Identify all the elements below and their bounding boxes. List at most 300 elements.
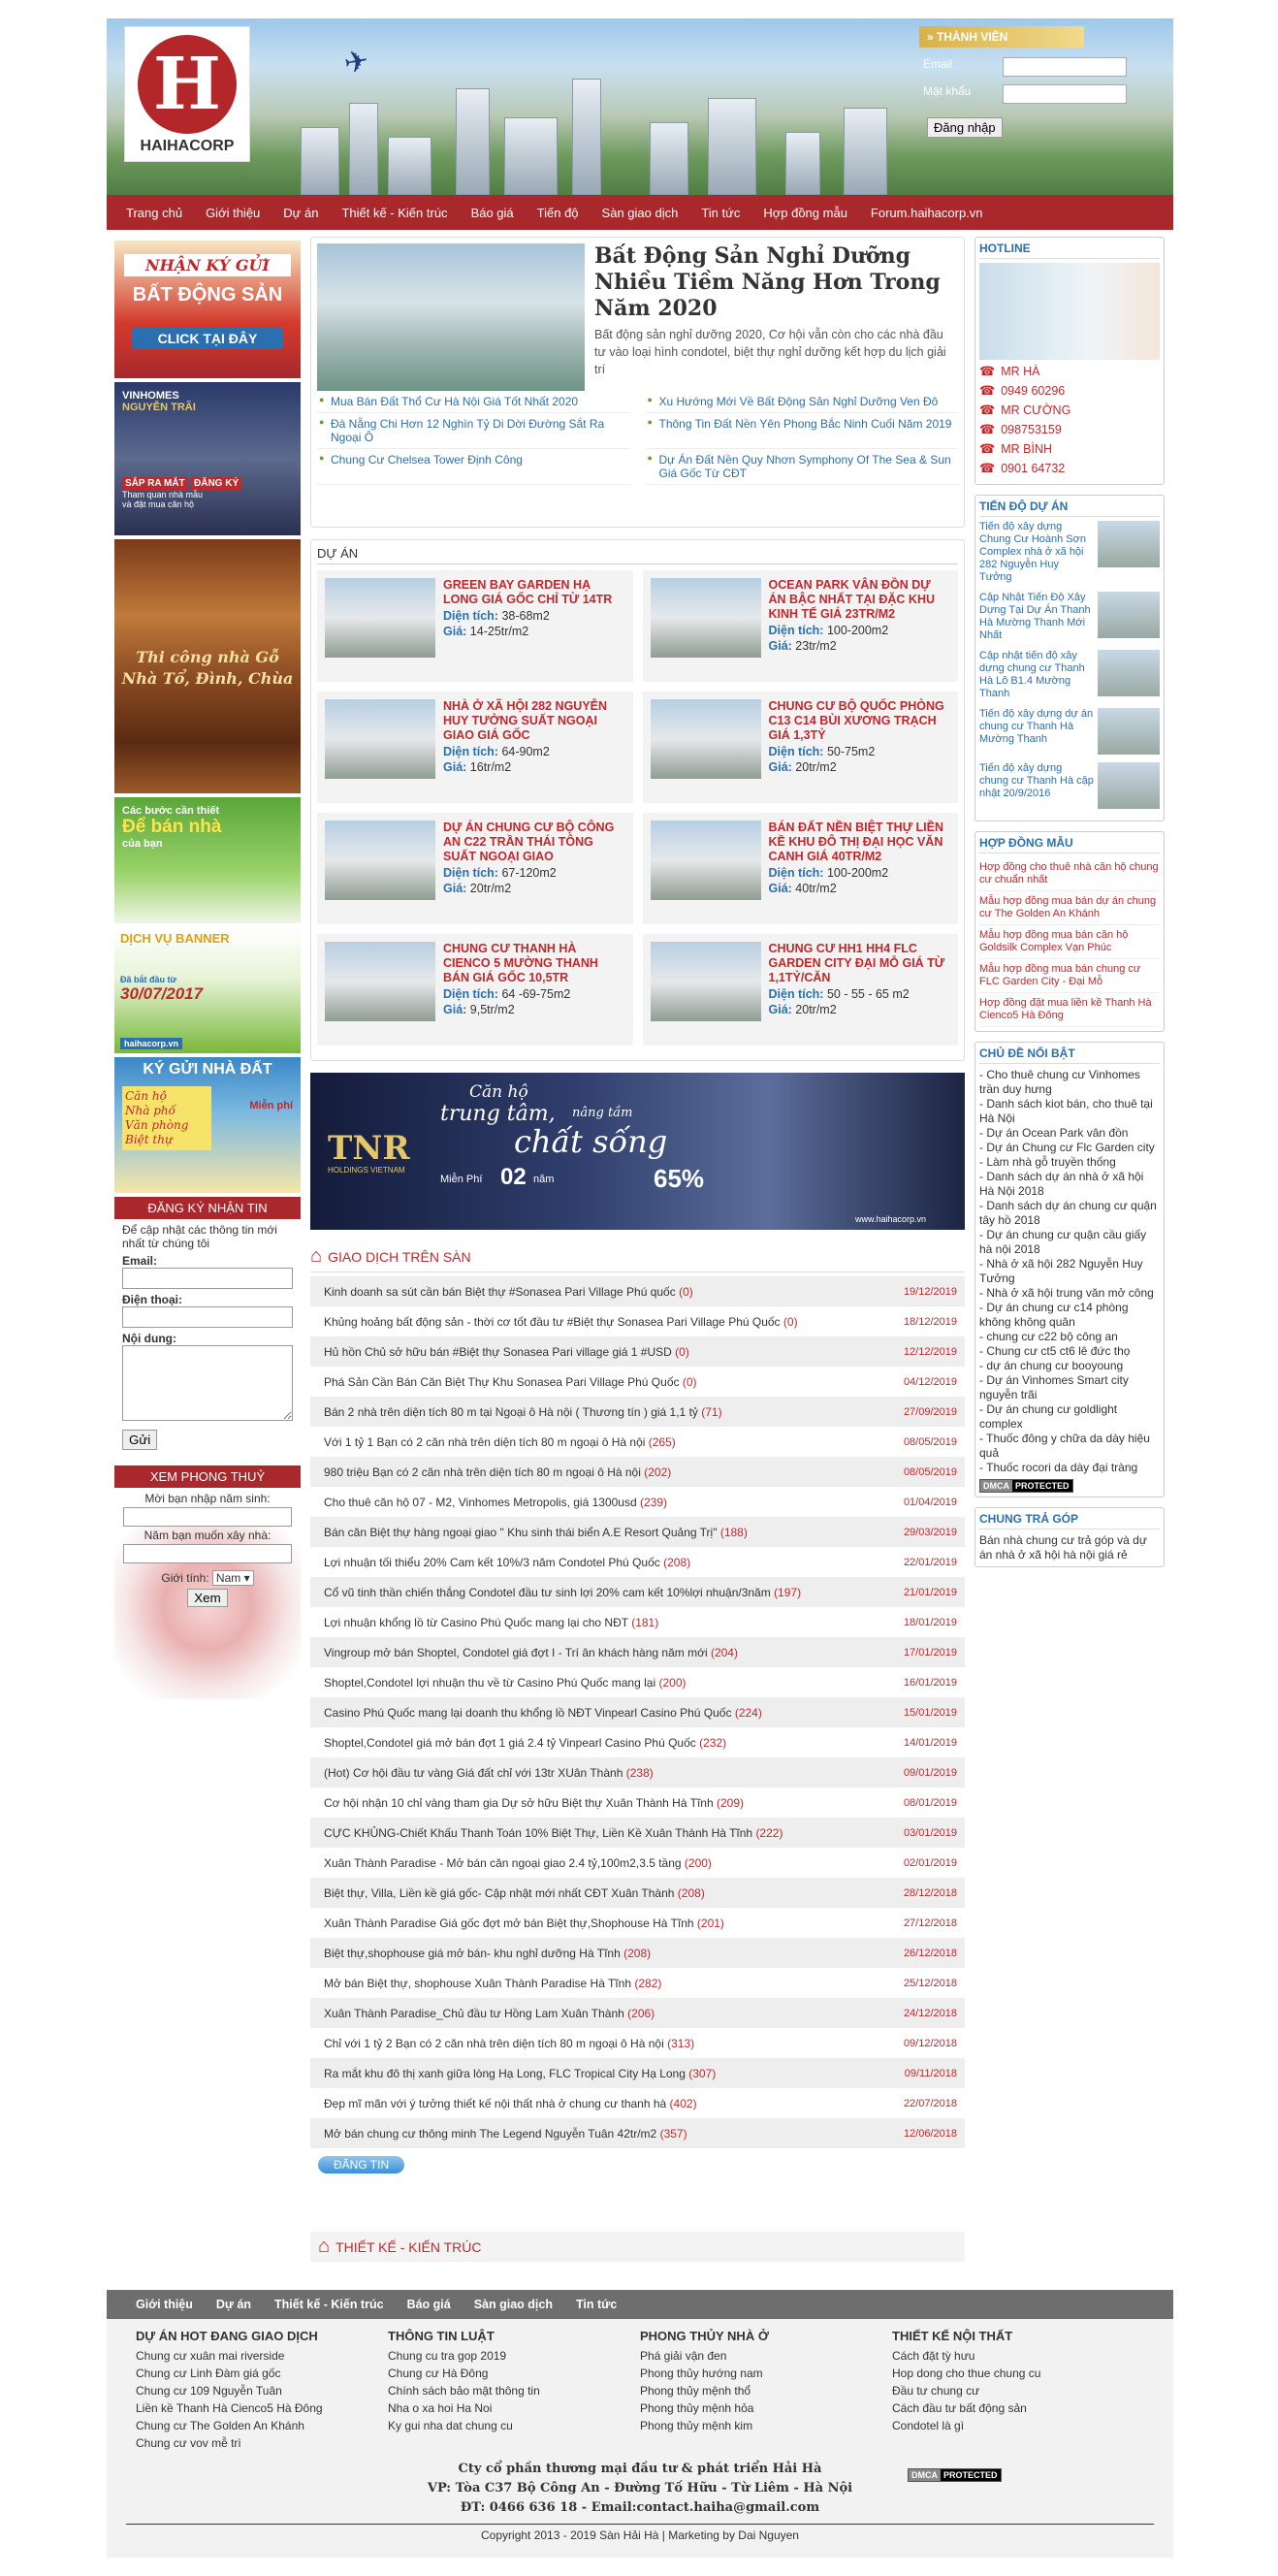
progress-text[interactable]: Tiến độ xây dựng chung cư Thanh Hà cập nhật 20/9/2016 <box>979 762 1094 799</box>
transaction-text <box>324 2127 687 2141</box>
table-row[interactable] <box>310 2028 965 2058</box>
transaction-date: 03/01/2019 <box>903 1826 957 1839</box>
transaction-date: 08/01/2019 <box>903 1796 957 1809</box>
contract-link[interactable]: Mẫu hợp đồng mua bán chung cư FLC Garden City - Đại Mỗ <box>979 959 1160 993</box>
transaction-date: 27/12/2018 <box>903 1916 957 1929</box>
featured-image[interactable] <box>317 243 585 391</box>
hot-topic-link[interactable]: - Danh sách kiot bán, cho thuê tại Hà Nội <box>979 1097 1153 1125</box>
project-price <box>769 882 951 895</box>
project-image[interactable] <box>325 942 435 1021</box>
footer-link[interactable]: Chung cu tra gop 2019 <box>388 2349 507 2363</box>
area-value: 100-200m2 <box>826 866 889 880</box>
view-count: (357) <box>659 2126 687 2141</box>
table-row[interactable] <box>310 1818 965 1848</box>
phone-icon: ☎ <box>979 422 996 436</box>
progress-item[interactable] <box>979 762 1160 809</box>
transaction-title[interactable]: Cổ vũ tinh thần chiến thắng Condotel đầu tư sinh lợi 20% cam kết 10%lợi nhuận/3năm <box>324 1585 771 1599</box>
table-row[interactable] <box>310 1276 965 1306</box>
transaction-date: 14/01/2019 <box>903 1736 957 1749</box>
project-area <box>443 866 625 880</box>
project-card[interactable] <box>317 934 633 1046</box>
table-row[interactable] <box>310 2088 965 2118</box>
project-card[interactable] <box>317 570 633 682</box>
main-nav <box>107 195 1173 230</box>
footer-link[interactable]: Đầu tư chung cư <box>892 2384 980 2398</box>
progress-item[interactable] <box>979 521 1160 584</box>
featured-link[interactable]: ● Xu Hướng Mới Về Bất Động Sản Nghỉ Dưỡng Ven Đô <box>646 391 959 413</box>
wooden-line2: Nhà Tổ, Đình, Chùa <box>121 669 294 688</box>
transaction-date: 26/12/2018 <box>903 1947 957 1959</box>
table-row[interactable] <box>310 1727 965 1757</box>
project-title[interactable]: CHUNG CƯ HH1 HH4 FLC GARDEN CITY ĐẠI MỖ GIÁ TỪ 1,1TỶ/CĂN <box>768 942 945 984</box>
sell-house-banner[interactable] <box>114 797 301 923</box>
table-row[interactable] <box>310 1397 965 1427</box>
logo-text: HAIHACORP <box>140 138 235 154</box>
footer-nav-exchange[interactable]: Sàn giao dịch <box>473 2298 553 2311</box>
footer-link[interactable]: Chính sách bảo mật thông tin <box>388 2384 540 2398</box>
banner-service-ad[interactable] <box>114 927 301 1053</box>
hotline-image <box>979 263 1160 360</box>
table-row[interactable] <box>310 1487 965 1517</box>
contract-link[interactable]: Mẫu hợp đồng mua bán dự án chung cư The Golden An Khánh <box>979 891 1160 925</box>
project-info <box>769 942 951 1038</box>
footer-link[interactable]: Phong thủy mệnh kim <box>640 2419 753 2432</box>
transaction-title[interactable]: Ra mắt khu đô thị xanh giữa lòng Hạ Long, FLC Tropical City Hạ Long <box>324 2066 686 2080</box>
post-listing-button[interactable]: ĐĂNG TIN <box>318 2156 404 2174</box>
project-card[interactable] <box>317 692 633 803</box>
chevron-down-icon: ▾ <box>243 1571 250 1585</box>
building-graphic <box>349 103 378 195</box>
footer-nav-about[interactable]: Giới thiệu <box>136 2298 193 2311</box>
footer-link[interactable]: Chung cư xuân mai riverside <box>136 2349 285 2363</box>
project-title[interactable]: NHÀ Ở XÃ HỘI 282 NGUYỄN HUY TƯỞNG SUẤT NGOẠI GIAO GIÁ GỐC <box>443 699 608 742</box>
table-row[interactable] <box>310 1998 965 2028</box>
hotline-item <box>979 402 1160 418</box>
transaction-title[interactable]: Đẹp mĩ mãn với ý tưởng thiết kế nội thất nhà ở chung cư thanh hà <box>324 2096 667 2110</box>
transaction-title[interactable]: Bán căn Biệt thự hàng ngoại giao " Khu sinh thái biển A.E Resort Quảng Trị" <box>324 1525 718 1539</box>
nav-exchange[interactable]: Sàn giao dịch <box>601 205 679 220</box>
company-name: Cty cổ phần thương mại đầu tư & phát triển Hải Hà <box>458 2462 822 2476</box>
vinhomes-line3: SẮP RA MẮT <box>122 477 188 490</box>
footer-nav <box>107 2290 1173 2319</box>
footer-link[interactable]: Chung cư The Golden An Khánh <box>136 2419 304 2432</box>
progress-thumb[interactable] <box>1098 521 1160 567</box>
login-password-input[interactable] <box>1003 84 1127 104</box>
nav-home[interactable]: Trang chủ <box>126 205 183 220</box>
progress-list <box>979 521 1160 809</box>
footer-nav-design[interactable]: Thiết kế - Kiến trúc <box>274 2298 384 2311</box>
service-line2: Đã bắt đầu từ <box>120 975 177 984</box>
view-count: (188) <box>719 1525 748 1539</box>
vinhomes-banner[interactable] <box>114 382 301 535</box>
nav-forum[interactable]: Forum.haihacorp.vn <box>870 205 983 220</box>
footer-column <box>640 2329 892 2452</box>
footer <box>107 2290 1173 2558</box>
progress-text[interactable]: Tiến độ xây dựng dự án chung cư Thanh Hà Mường Thanh <box>979 708 1094 745</box>
transaction-text <box>324 1676 686 1690</box>
table-row[interactable] <box>310 1908 965 1938</box>
table-row[interactable] <box>310 2058 965 2088</box>
transaction-date: 04/12/2019 <box>903 1375 957 1388</box>
transaction-title[interactable]: CỰC KHỦNG-Chiết Khấu Thanh Toán 10% Biệt Thự, Liền Kề Xuân Thành Hà Tĩnh <box>324 1825 753 1840</box>
footer-column-title: DỰ ÁN HOT ĐANG GIAO DỊCH <box>136 2329 318 2343</box>
footer-link[interactable]: Chung cư Linh Đàm giá gốc <box>136 2367 281 2380</box>
footer-link[interactable]: Phong thủy hướng nam <box>640 2367 763 2380</box>
hot-topic-link[interactable]: - Danh sách dự án chung cư quận tây hồ 2018 <box>979 1199 1157 1227</box>
progress-text[interactable]: Cập Nhật Tiến Độ Xây Dựng Tại Dự Án Thanh Hà Mường Thanh Mới Nhất <box>979 592 1091 641</box>
view-count: (238) <box>625 1765 654 1780</box>
build-year-label: Năm bạn muốn xây nhà: <box>144 1529 272 1542</box>
transaction-title[interactable]: Vingroup mở bán Shoptel, Condotel giá đợt I - Trí ân khách hàng năm mới <box>324 1645 708 1659</box>
project-image[interactable] <box>651 578 761 658</box>
hot-topic-link[interactable]: - dự án chung cư booyoung <box>979 1359 1124 1372</box>
project-info <box>443 942 625 1038</box>
ad-brand: TNR <box>328 1129 410 1168</box>
transaction-title[interactable]: 980 triệu Bạn có 2 căn nhà trên diện tích 80 m ngoại ô Hà nội <box>324 1465 641 1479</box>
table-row[interactable] <box>310 1637 965 1667</box>
register-send-button[interactable]: Gửi <box>122 1430 157 1450</box>
birth-year-label: Mời bạn nhập năm sinh: <box>144 1492 271 1505</box>
contract-link[interactable]: Hợp đồng cho thuê nhà căn hộ chung cư chuẩn nhất <box>979 857 1160 891</box>
project-title[interactable]: DỰ ÁN CHUNG CƯ BỘ CÔNG AN C22 TRẦN THÁI TÔNG SUẤT NGOẠI GIAO <box>443 821 615 863</box>
transaction-title[interactable]: Xuân Thành Paradise - Mở bán căn ngoại giao 2.4 tỷ,100m2,3.5 tầng <box>324 1855 682 1870</box>
consign-banner[interactable] <box>114 241 301 378</box>
consign-banner-line2: BẤT ĐỘNG SẢN <box>132 284 283 306</box>
project-price <box>443 625 625 638</box>
nav-design[interactable]: Thiết kế - Kiến trúc <box>341 205 448 220</box>
progress-item[interactable] <box>979 592 1160 642</box>
register-content-input[interactable] <box>122 1345 293 1421</box>
tnr-ad-banner[interactable] <box>310 1073 965 1230</box>
right-sidebar <box>974 237 1165 1577</box>
hotline-text: MR BÌNH <box>1001 442 1052 456</box>
footer-link[interactable]: Ky gui nha dat chung cu <box>388 2419 513 2432</box>
table-row[interactable] <box>310 1427 965 1457</box>
hot-topic-link[interactable]: - Dự án chung cư c14 phòng không không quân <box>979 1301 1129 1329</box>
featured-title[interactable]: Bất Động Sản Nghỉ Dưỡng Nhiều Tiềm Năng Hơn Trong Năm 2020 <box>594 243 941 321</box>
project-title[interactable]: GREEN BAY GARDEN HẠ LONG GIÁ GỐC CHỈ TỪ 14TR <box>443 578 613 606</box>
project-info <box>769 699 951 795</box>
wooden-line1: Thi công nhà Gỗ <box>136 648 279 666</box>
nav-projects[interactable]: Dự án <box>283 205 319 220</box>
company-contact: ĐT: 0466 636 18 - Email:contact.haiha@gmail.com <box>460 2500 820 2515</box>
hot-topics-title: CHỦ ĐỀ NỔI BẬT <box>979 1046 1160 1064</box>
project-card[interactable] <box>643 692 959 803</box>
table-row[interactable] <box>310 1757 965 1787</box>
transaction-title[interactable]: Lợi nhuận khổng lồ từ Casino Phú Quốc mang lại cho NĐT <box>324 1615 628 1629</box>
build-year-input[interactable] <box>123 1544 292 1563</box>
vinhomes-line2: NGUYỄN TRÃI <box>122 402 196 413</box>
transaction-text <box>324 1586 801 1599</box>
table-row[interactable] <box>310 1848 965 1878</box>
featured-link[interactable]: ● Dự Án Đất Nền Quy Nhơn Symphony Of The Sea & Sun Giá Gốc Từ CĐT <box>646 449 959 485</box>
project-title[interactable]: CHUNG CƯ BỘ QUỐC PHÒNG C13 C14 BÙI XƯƠNG TRẠCH GIÁ 1,3TỶ <box>768 699 944 742</box>
progress-thumb[interactable] <box>1098 762 1160 809</box>
view-count: (0) <box>675 1344 689 1359</box>
service-date: 30/07/2017 <box>120 984 204 1003</box>
view-count: (0) <box>679 1284 693 1299</box>
installment-text[interactable]: Bán nhà chung cư trả góp và dự án nhà ở xã hội hà nội giá rẻ <box>979 1533 1147 1562</box>
transaction-title[interactable]: Biệt thự, Villa, Liền kề giá gốc- Cập nhật mới nhất CĐT Xuân Thành <box>324 1885 675 1900</box>
transaction-date: 08/05/2019 <box>903 1435 957 1448</box>
progress-item[interactable] <box>979 650 1160 700</box>
transaction-title[interactable]: Mở bán chung cư thông minh The Legend Nguyễn Tuân 42tr/m2 <box>324 2126 657 2141</box>
gender-select-value: Nam <box>215 1571 241 1585</box>
phone-icon: ☎ <box>979 402 996 417</box>
featured-link[interactable]: ● Chung Cư Chelsea Tower Định Công <box>317 449 630 485</box>
hot-topic-link[interactable]: - Dự án chung cư goldlight complex <box>979 1402 1118 1431</box>
footer-link[interactable]: Nha o xa hoi Ha Noi <box>388 2401 493 2415</box>
view-count: (402) <box>669 2096 697 2110</box>
project-image[interactable] <box>325 821 435 900</box>
transaction-title[interactable]: Hủ hồn Chủ sở hữu bán #Biệt thự Sonasea Pari village giá 1 #USD <box>324 1344 672 1359</box>
hot-topic-link[interactable]: - Thuốc đông y chữa da dày hiệu quả <box>979 1432 1150 1460</box>
view-count: (206) <box>627 2006 655 2020</box>
project-title[interactable]: BÁN ĐẤT NỀN BIỆT THỰ LIỀN KỀ KHU ĐÔ THỊ ĐẠI HỌC VĂN CANH GIÁ 40TR/M2 <box>768 821 944 863</box>
transaction-text <box>324 1736 726 1750</box>
price-value: 16tr/m2 <box>469 760 512 774</box>
register-news-title: ĐĂNG KÝ NHẬN TIN <box>114 1197 301 1219</box>
register-email-input[interactable] <box>122 1268 293 1289</box>
table-row[interactable] <box>310 1787 965 1818</box>
hot-topic-link[interactable]: - Danh sách dự án nhà ở xã hội Hà Nội 2018 <box>979 1170 1144 1198</box>
footer-column-title: THIẾT KẾ NỘI THẤT <box>892 2329 1013 2343</box>
footer-nav-projects[interactable]: Dự án <box>215 2298 252 2311</box>
register-form <box>114 1223 301 1450</box>
vinhomes-desc: Tham quan nhà mẫu và đặt mua căn hộ <box>122 490 204 509</box>
transaction-date: 18/01/2019 <box>903 1616 957 1628</box>
hot-topic-link[interactable]: - Dự án Vinhomes Smart city nguyễn trãi <box>979 1373 1129 1401</box>
transaction-date: 17/01/2019 <box>903 1646 957 1658</box>
ad-percent: 65% <box>654 1164 705 1193</box>
project-price <box>443 1003 625 1016</box>
wooden-house-banner[interactable] <box>114 539 301 793</box>
footer-link[interactable]: Liền kề Thanh Hà Cienco5 Hà Đông <box>136 2401 323 2415</box>
ad-years: 02 <box>500 1164 527 1190</box>
project-card[interactable] <box>317 813 633 924</box>
transaction-title[interactable]: Mở bán Biệt thự, shophouse Xuân Thành Paradise Hà Tĩnh <box>324 1976 631 1990</box>
view-count: (224) <box>734 1705 762 1720</box>
progress-text[interactable]: Cập nhật tiến độ xây dựng chung cư Thanh Hà Lô B1.4 Mường Thanh <box>979 650 1085 699</box>
transaction-title[interactable]: Shoptel,Condotel giá mở bán đợt 1 giá 2.4 tỷ Vinpearl Casino Phú Quốc <box>324 1735 696 1750</box>
table-row[interactable] <box>310 1697 965 1727</box>
hot-topic-link[interactable]: - Dự án Chung cư Flc Garden city <box>979 1141 1155 1154</box>
transaction-title[interactable]: Xuân Thành Paradise Giá gốc đợt mở bán Biệt thự,Shophouse Hà Tĩnh <box>324 1916 694 1930</box>
project-price <box>769 1003 951 1016</box>
hot-topic-link[interactable]: - chung cư c22 bộ công an <box>979 1330 1118 1343</box>
featured-link[interactable]: ● Mua Bán Đất Thổ Cư Hà Nội Giá Tốt Nhất 2020 <box>317 391 630 413</box>
progress-thumb[interactable] <box>1098 592 1160 638</box>
transaction-date: 21/01/2019 <box>903 1586 957 1598</box>
page-wrapper <box>107 18 1173 230</box>
hotline-item <box>979 422 1160 437</box>
price-value: 20tr/m2 <box>469 882 512 895</box>
register-phone-input[interactable] <box>122 1306 293 1328</box>
member-title: » THÀNH VIÊN <box>919 26 1084 48</box>
table-row[interactable] <box>310 1667 965 1697</box>
nav-news[interactable]: Tin tức <box>701 205 741 220</box>
project-image[interactable] <box>651 942 761 1021</box>
transaction-title[interactable]: Cho thuê căn hộ 07 - M2, Vinhomes Metropolis, giá 1300usd <box>324 1495 637 1509</box>
transaction-text <box>324 2067 716 2080</box>
table-row[interactable] <box>310 1457 965 1487</box>
hot-topic-link[interactable]: - Nhà ở xã hội 282 Nguyễn Huy Tưởng <box>979 1257 1143 1285</box>
login-email-input[interactable] <box>1003 57 1127 77</box>
project-area <box>769 987 951 1001</box>
featured-link[interactable]: ● Thông Tin Đất Nền Yên Phong Bắc Ninh Cuối Năm 2019 <box>646 413 959 449</box>
table-row[interactable] <box>310 1367 965 1397</box>
hotline-text: 0949 60296 <box>1001 384 1066 398</box>
building-graphic <box>504 117 558 195</box>
footer-link[interactable]: Condotel là gì <box>892 2419 965 2432</box>
project-image[interactable] <box>325 699 435 779</box>
building-graphic <box>785 132 820 195</box>
table-row[interactable] <box>310 1517 965 1547</box>
table-row[interactable] <box>310 1878 965 1908</box>
transaction-title[interactable]: Lợi nhuận tối thiểu 20% Cam kết 10%/3 năm Condotel Phú Quốc <box>324 1555 660 1569</box>
contract-link[interactable]: Hợp đồng đặt mua liền kề Thanh Hà Cienco5 Hà Đông <box>979 993 1160 1027</box>
transaction-title[interactable]: Biệt thự,shophouse giá mở bán- khu nghỉ dưỡng Hà Tĩnh <box>324 1946 621 1960</box>
area-label: Diện tích: <box>443 609 498 623</box>
featured-article <box>310 237 965 528</box>
transaction-title[interactable]: Casino Phú Quốc mang lại doanh thu khổng lồ NĐT Vinpearl Casino Phú Quốc <box>324 1705 732 1720</box>
progress-text[interactable]: Tiến độ xây dựng Chung Cư Hoành Sơn Complex nhà ở xã hội 282 Nguyễn Huy Tưởng <box>979 521 1086 583</box>
fengshui-view-button[interactable]: Xem <box>187 1589 227 1607</box>
nav-contracts[interactable]: Hợp đồng mẫu <box>763 205 847 220</box>
hotline-title: HOTLINE <box>979 242 1160 259</box>
progress-item[interactable] <box>979 708 1160 755</box>
footer-link[interactable]: Chung cư Hà Đông <box>388 2367 489 2380</box>
transaction-title[interactable]: Chỉ với 1 tỷ 2 Bạn có 2 căn nhà trên diện tích 80 m ngoại ô Hà nội <box>324 2036 664 2050</box>
transaction-date: 09/01/2019 <box>903 1766 957 1779</box>
hot-topic-link[interactable]: - Làm nhà gỗ truyền thống <box>979 1155 1116 1169</box>
footer-link[interactable]: Chung cư 109 Nguyễn Tuân <box>136 2384 282 2398</box>
table-row[interactable] <box>310 1306 965 1336</box>
nav-about[interactable]: Giới thiệu <box>206 205 261 220</box>
progress-title: TIẾN ĐỘ DỰ ÁN <box>979 499 1160 517</box>
consign-banner-cta: CLICK TẠI ĐÂY <box>132 328 283 349</box>
footer-link[interactable]: Phong thủy mệnh hỏa <box>640 2401 754 2415</box>
progress-thumb[interactable] <box>1098 708 1160 755</box>
project-title[interactable]: OCEAN PARK VÂN ĐỒN DỰ ÁN BẬC NHẤT TẠI ĐẶC KHU KINH TẾ GIÁ 23TR/M2 <box>768 578 936 621</box>
view-count: (222) <box>755 1825 783 1840</box>
transaction-title[interactable]: Shoptel,Condotel lợi nhuận thu về từ Casino Phú Quốc mang lại <box>324 1675 656 1690</box>
phone-icon: ☎ <box>979 441 996 456</box>
featured-link[interactable]: ● Đà Nẵng Chi Hơn 12 Nghìn Tỷ Di Dời Đường Sắt Ra Ngoại Ô <box>317 413 630 449</box>
table-row[interactable] <box>310 1607 965 1637</box>
footer-link[interactable]: Cách đầu tư bất động sản <box>892 2401 1027 2415</box>
building-graphic <box>456 88 490 195</box>
view-count: (307) <box>688 2066 717 2080</box>
login-button[interactable]: Đăng nhập <box>927 117 1003 138</box>
transaction-text <box>324 1646 738 1659</box>
footer-link[interactable]: Chung cư vov mễ trì <box>136 2436 241 2450</box>
gender-select[interactable] <box>212 1570 254 1586</box>
sell-line2: Để bán nhà <box>122 817 222 837</box>
contract-link[interactable]: Mẫu hợp đồng mua bán căn hộ Goldsilk Complex Vạn Phúc <box>979 925 1160 959</box>
transaction-date: 16/01/2019 <box>903 1676 957 1689</box>
footer-nav-news[interactable]: Tin tức <box>575 2298 618 2311</box>
copyright: Copyright 2013 - 2019 Sàn Hải Hà | Marketing by Dai Nguyen <box>126 2524 1154 2542</box>
dmca-protected: PROTECTED <box>941 2469 1001 2481</box>
birth-year-input[interactable] <box>123 1507 292 1527</box>
view-count: (232) <box>699 1735 727 1750</box>
project-image[interactable] <box>651 699 761 779</box>
site-logo[interactable] <box>124 26 250 162</box>
hot-topic-link[interactable]: - Dự án chung cư quận cầu giấy hà nội 2018 <box>979 1228 1147 1256</box>
transaction-text <box>324 1526 748 1539</box>
ad-url: www.haihacorp.vn <box>854 1214 926 1224</box>
footer-dmca-badge[interactable] <box>908 2468 1002 2482</box>
hot-topic-link[interactable]: - Thuốc rocori da dày đại tràng <box>979 1461 1138 1474</box>
nav-progress[interactable]: Tiến độ <box>536 205 579 220</box>
table-row[interactable] <box>310 1938 965 1968</box>
hot-topic-link[interactable]: - Nhà ở xã hội trung văn mở công <box>979 1286 1154 1300</box>
hotline-item <box>979 441 1160 457</box>
project-card[interactable] <box>643 934 959 1046</box>
view-count: (202) <box>644 1465 672 1479</box>
footer-column <box>136 2329 388 2452</box>
footer-link[interactable]: Cách đặt tỳ hưu <box>892 2349 975 2363</box>
progress-thumb[interactable] <box>1098 650 1160 696</box>
table-row[interactable] <box>310 2118 965 2148</box>
footer-link[interactable]: Phong thủy mệnh thổ <box>640 2384 751 2398</box>
service-line1: DỊCH VỤ BANNER <box>120 931 230 946</box>
design-header <box>310 2232 965 2262</box>
dmca-badge[interactable] <box>979 1479 1073 1493</box>
footer-link[interactable]: Phá giải vận đen <box>640 2349 727 2363</box>
table-row[interactable] <box>310 1547 965 1577</box>
project-card[interactable] <box>643 570 959 682</box>
hot-topic-link[interactable]: - Cho thuê chung cư Vinhomes trần duy hưng <box>979 1068 1140 1096</box>
transaction-title[interactable]: (Hot) Cơ hội đầu tư vàng Giá đất chỉ với 13tr XUân Thành <box>324 1765 623 1780</box>
view-count: (265) <box>648 1434 676 1449</box>
view-count: (208) <box>677 1885 705 1900</box>
table-row[interactable] <box>310 1336 965 1367</box>
transaction-title[interactable]: Phá Sản Cần Bán Căn Biệt Thự Khu Sonasea Pari Village Phú Quốc <box>324 1374 680 1389</box>
phone-icon: ☎ <box>979 461 996 475</box>
project-image[interactable] <box>325 578 435 658</box>
footer-nav-quote[interactable]: Báo giá <box>406 2298 451 2311</box>
project-title[interactable]: CHUNG CƯ THANH HÀ CIENCO 5 MƯỜNG THANH BÁN GIÁ GỐC 10,5TR <box>443 942 598 984</box>
transaction-title[interactable]: Xuân Thành Paradise_Chủ đầu tư Hồng Lam Xuân Thành <box>324 2006 624 2020</box>
table-row[interactable] <box>310 1577 965 1607</box>
price-value: 14-25tr/m2 <box>469 625 529 638</box>
area-label: Diện tích: <box>768 745 824 758</box>
transaction-title[interactable]: Với 1 tỷ 1 Bạn có 2 căn nhà trên diện tích 80 m ngoại ô Hà nội <box>324 1434 646 1449</box>
nav-quote[interactable]: Báo giá <box>470 205 514 220</box>
roof-icon: ⌂ <box>318 2236 331 2257</box>
transaction-title[interactable]: Khủng hoảng bất động sản - thời cơ tốt đầu tư #Biệt thự Sonasea Pari Village Phú Quốc <box>324 1314 781 1329</box>
table-row[interactable] <box>310 1968 965 1998</box>
hot-topic-link[interactable]: - Chung cư ct5 ct6 lê đức thọ <box>979 1344 1131 1358</box>
hot-topic-link[interactable]: - Dự án Ocean Park vân đồn <box>979 1126 1129 1140</box>
project-image[interactable] <box>651 821 761 900</box>
price-label: Giá: <box>443 882 467 895</box>
transaction-text <box>324 1616 658 1629</box>
project-card[interactable] <box>643 813 959 924</box>
transaction-title[interactable]: Kinh doanh sa sút cần bán Biệt thự #Sonasea Pari Village Phú quốc <box>324 1284 676 1299</box>
phone-icon: ☎ <box>979 383 996 398</box>
price-label: Giá: <box>443 625 467 638</box>
project-area <box>443 745 625 758</box>
footer-link[interactable]: Hop dong cho thue chung cu <box>892 2367 1041 2380</box>
land-consign-banner[interactable] <box>114 1057 301 1193</box>
transaction-title[interactable]: Bán 2 nhà trên diện tích 80 m tại Ngoại ô Hà nội ( Thương tín ) giá 1,1 tỷ <box>324 1404 698 1419</box>
transaction-title[interactable]: Cơ hội nhận 10 chỉ vàng tham gia Dự sở hữu Biệt thự Xuân Thành Hà Tĩnh <box>324 1795 714 1810</box>
project-info <box>443 699 625 795</box>
contracts-title: HỢP ĐỒNG MẪU <box>979 836 1160 853</box>
